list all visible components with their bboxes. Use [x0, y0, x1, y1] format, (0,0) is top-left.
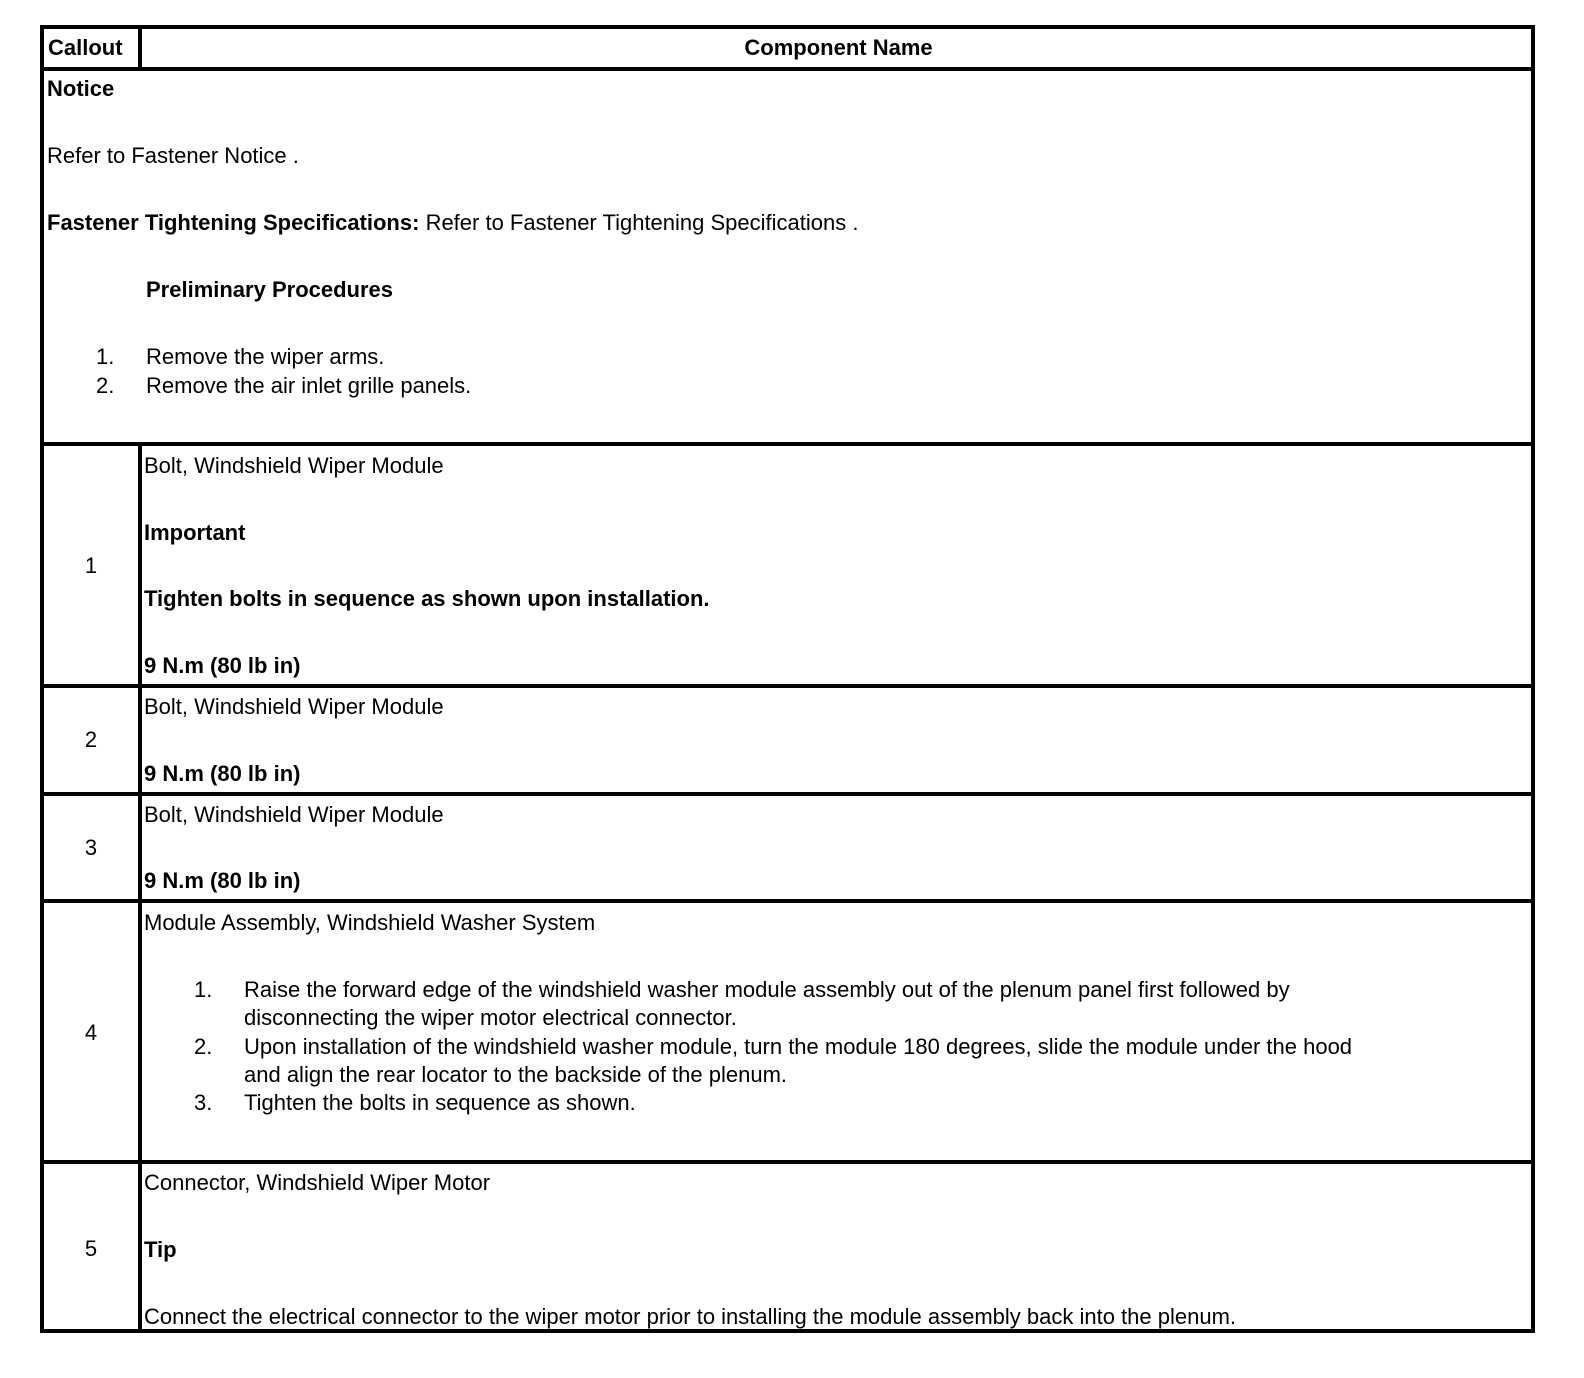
component-name: Module Assembly, Windshield Washer System: [144, 910, 596, 935]
callout-number: 5: [84, 1236, 98, 1261]
torque-spec: 9 N.m (80 lb in): [144, 653, 301, 678]
step-text-line1: Tighten the bolts in sequence as shown.: [244, 1090, 636, 1115]
header-callout: Callout: [48, 35, 123, 60]
step-num: 3.: [194, 1090, 213, 1115]
step-text-line1: Raise the forward edge of the windshield washer module assembly out of the plenum panel first followed by: [244, 977, 1290, 1002]
component-name: Bolt, Windshield Wiper Module: [144, 694, 444, 719]
fastener-spec-text: Refer to Fastener Tightening Specifications .: [425, 210, 859, 235]
component-table: [40, 25, 1535, 1333]
prelim-step-num: 2.: [96, 373, 115, 398]
header-component-name: Component Name: [744, 35, 933, 60]
component-name: Bolt, Windshield Wiper Module: [144, 802, 444, 827]
torque-spec: 9 N.m (80 lb in): [144, 868, 301, 893]
step-text-line2: disconnecting the wiper motor electrical connector.: [244, 1005, 737, 1030]
important-label: Important: [144, 520, 246, 545]
tip-note: Connect the electrical connector to the wiper motor prior to installing the module assembly back into the plenum.: [144, 1304, 1237, 1329]
row4-divider: [44, 1160, 1531, 1164]
prelim-step-text: Remove the air inlet grille panels.: [146, 373, 472, 398]
prelim-step-text: Remove the wiper arms.: [146, 344, 385, 369]
tip-label: Tip: [144, 1237, 177, 1262]
step-num: 2.: [194, 1034, 213, 1059]
callout-number: 1: [84, 553, 98, 578]
step-num: 1.: [194, 977, 213, 1002]
row2-divider: [44, 792, 1531, 796]
row3-divider: [44, 899, 1531, 903]
component-name: Bolt, Windshield Wiper Module: [144, 453, 444, 478]
notice-divider: [44, 442, 1531, 446]
callout-number: 2: [84, 727, 98, 752]
step-text-line1: Upon installation of the windshield washer module, turn the module 180 degrees, slide the module under the hood: [244, 1034, 1353, 1059]
fastener-spec-label: Fastener Tightening Specifications:: [47, 210, 420, 235]
notice-title: Notice: [47, 76, 115, 101]
fastener-spec-line: [47, 210, 858, 236]
step-text-line2: and align the rear locator to the backside of the plenum.: [244, 1062, 788, 1087]
callout-number: 4: [84, 1020, 98, 1045]
callout-number: 3: [84, 835, 98, 860]
column-divider-body: [138, 442, 142, 1329]
row1-divider: [44, 684, 1531, 688]
important-note: Tighten bolts in sequence as shown upon installation.: [144, 586, 710, 611]
header-divider: [44, 67, 1531, 71]
notice-refer: Refer to Fastener Notice .: [47, 143, 299, 168]
prelim-step-num: 1.: [96, 344, 115, 369]
preliminary-title: Preliminary Procedures: [146, 277, 394, 302]
component-name: Connector, Windshield Wiper Motor: [144, 1170, 491, 1195]
torque-spec: 9 N.m (80 lb in): [144, 761, 301, 786]
